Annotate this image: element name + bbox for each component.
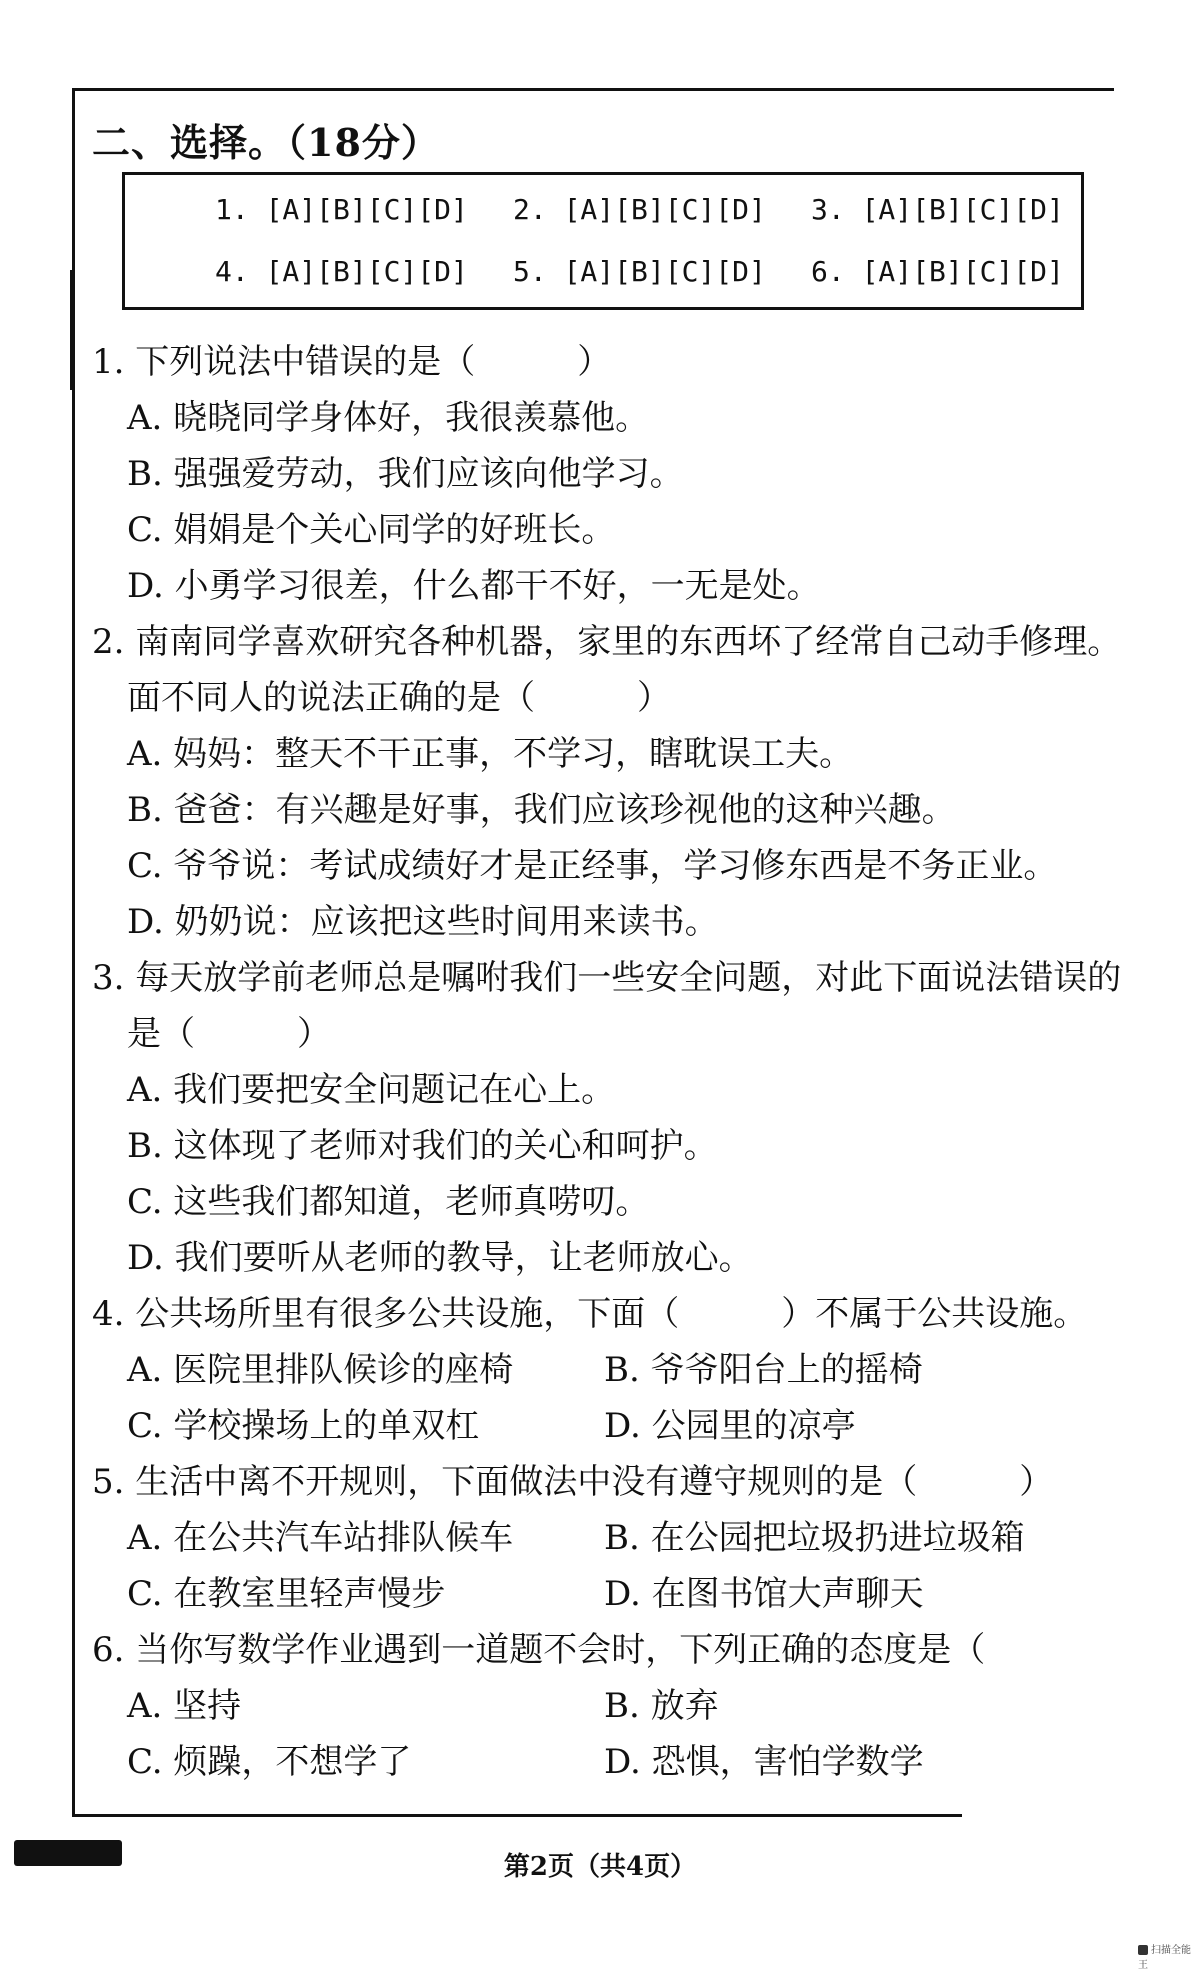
frame-top-border <box>72 88 1114 91</box>
answer-cell-4[interactable]: 4. [A][B][C][D] <box>215 255 468 288</box>
question-5-option-c[interactable]: C. 在教室里轻声慢步 <box>127 1574 446 1614</box>
frame-left-border <box>72 88 75 1816</box>
question-5-option-a[interactable]: A. 在公共汽车站排队候车 <box>127 1518 514 1558</box>
question-2-option-d[interactable]: D. 奶奶说：应该把这些时间用来读书。 <box>127 902 719 942</box>
question-3-stem-continued: 是（ ） <box>127 1014 331 1054</box>
question-2-stem-continued: 面不同人的说法正确的是（ ） <box>127 678 671 718</box>
question-6-stem: 6. 当你写数学作业遇到一道题不会时，下列正确的态度是（ <box>92 1630 986 1670</box>
question-2-option-b[interactable]: B. 爸爸：有兴趣是好事，我们应该珍视他的这种兴趣。 <box>127 790 956 830</box>
scanner-logo-icon <box>1138 1945 1148 1955</box>
answer-cell-2[interactable]: 2. [A][B][C][D] <box>513 193 766 226</box>
frame-bottom-border <box>72 1814 962 1817</box>
question-4-stem: 4. 公共场所里有很多公共设施，下面（ ）不属于公共设施。 <box>92 1294 1088 1334</box>
question-1-stem: 1. 下列说法中错误的是（ ） <box>92 342 612 382</box>
frame-left-mark <box>70 270 72 390</box>
question-6-option-a[interactable]: A. 坚持 <box>127 1686 242 1726</box>
question-1-option-b[interactable]: B. 强强爱劳动，我们应该向他学习。 <box>127 454 684 494</box>
question-2-stem: 2. 南南同学喜欢研究各种机器，家里的东西坏了经常自己动手修理。 <box>92 622 1122 662</box>
question-5-stem: 5. 生活中离不开规则，下面做法中没有遵守规则的是（ ） <box>92 1462 1054 1502</box>
page-footer: 第2页（共4页） <box>503 1852 697 1882</box>
question-4-option-b[interactable]: B. 爷爷阳台上的摇椅 <box>604 1350 923 1390</box>
question-4-option-c[interactable]: C. 学校操场上的单双杠 <box>127 1406 480 1446</box>
answer-cell-1[interactable]: 1. [A][B][C][D] <box>215 193 468 226</box>
question-6-option-b[interactable]: B. 放弃 <box>604 1686 719 1726</box>
question-1-option-d[interactable]: D. 小勇学习很差，什么都干不好，一无是处。 <box>127 566 821 606</box>
question-3-stem: 3. 每天放学前老师总是嘱咐我们一些安全问题，对此下面说法错误的 <box>92 958 1122 998</box>
question-2-option-c[interactable]: C. 爷爷说：考试成绩好才是正经事，学习修东西是不务正业。 <box>127 846 1058 886</box>
question-6-option-d[interactable]: D. 恐惧，害怕学数学 <box>604 1742 924 1782</box>
question-1-option-a[interactable]: A. 晓晓同学身体好，我很羡慕他。 <box>127 398 650 438</box>
question-3-option-b[interactable]: B. 这体现了老师对我们的关心和呵护。 <box>127 1126 718 1166</box>
answer-cell-5[interactable]: 5. [A][B][C][D] <box>513 255 766 288</box>
question-3-option-c[interactable]: C. 这些我们都知道，老师真唠叨。 <box>127 1182 650 1222</box>
question-3-option-d[interactable]: D. 我们要听从老师的教导，让老师放心。 <box>127 1238 753 1278</box>
question-3-option-a[interactable]: A. 我们要把安全问题记在心上。 <box>127 1070 616 1110</box>
question-5-option-b[interactable]: B. 在公园把垃圾扔进垃圾箱 <box>604 1518 1025 1558</box>
answer-sheet-box <box>122 172 1084 310</box>
answer-cell-3[interactable]: 3. [A][B][C][D] <box>811 193 1064 226</box>
answer-cell-6[interactable]: 6. [A][B][C][D] <box>811 255 1064 288</box>
section-title: 二、选择。（18分） <box>92 120 440 165</box>
question-4-option-a[interactable]: A. 医院里排队候诊的座椅 <box>127 1350 514 1390</box>
question-5-option-d[interactable]: D. 在图书馆大声聊天 <box>604 1574 924 1614</box>
question-6-option-c[interactable]: C. 烦躁，不想学了 <box>127 1742 412 1782</box>
scanner-watermark-text: 扫描全能王 <box>1138 1945 1191 1971</box>
question-2-option-a[interactable]: A. 妈妈：整天不干正事，不学习，瞎耽误工夫。 <box>127 734 854 774</box>
question-4-option-d[interactable]: D. 公园里的凉亭 <box>604 1406 856 1446</box>
scanner-watermark <box>1138 1941 1200 1971</box>
question-1-option-c[interactable]: C. 娟娟是个关心同学的好班长。 <box>127 510 616 550</box>
